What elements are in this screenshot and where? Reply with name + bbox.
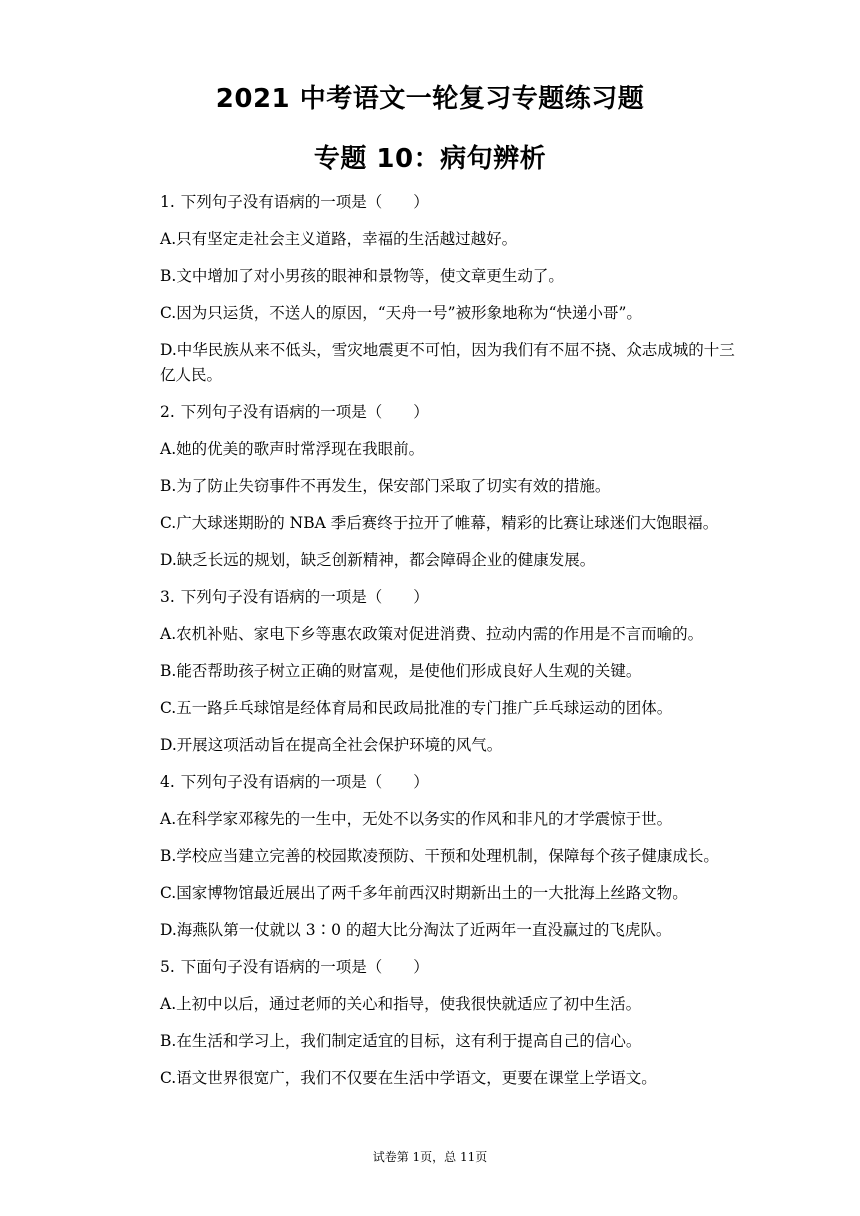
page-title: 2021 中考语文一轮复习专题练习题 — [215, 84, 645, 114]
option-c: C.五一路乒乓球馆是经体育局和民政局批准的专门推广乒乓球运动的团体。 — [160, 699, 673, 717]
question-1 — [160, 190, 740, 388]
question-4 — [160, 770, 740, 943]
question-number: 1. — [160, 193, 175, 211]
option-a: A.上初中以后，通过老师的关心和指导，使我很快就适应了初中生活。 — [160, 995, 642, 1013]
question-number: 3. — [160, 588, 175, 606]
option-c: C.广大球迷期盼的 NBA 季后赛终于拉开了帷幕，精彩的比赛让球迷们大饱眼福。 — [160, 514, 719, 532]
question-number: 5. — [160, 958, 175, 976]
option-b: B.在生活和学习上，我们制定适宜的目标，这有利于提高自己的信心。 — [160, 1032, 642, 1050]
option-b: B.能否帮助孩子树立正确的财富观，是使他们形成良好人生观的关键。 — [160, 662, 642, 680]
option-a: A.农机补贴、家电下乡等惠农政策对促进消费、拉动内需的作用是不言而喻的。 — [160, 625, 704, 643]
question-stem-text: 下列句子没有语病的一项是（ ） — [180, 403, 429, 421]
question-stem-text: 下列句子没有语病的一项是（ ） — [180, 193, 429, 211]
option-a: A.只有坚定走社会主义道路，幸福的生活越过越好。 — [160, 230, 518, 248]
option-c: C.因为只运货，不送人的原因，“天舟一号”被形象地称为“快递小哥”。 — [160, 304, 642, 322]
option-d: D.海燕队第一仗就以 3∶0 的超大比分淘汰了近两年一直没赢过的飞虎队。 — [160, 921, 672, 939]
page-subtitle: 专题 10：病句辨析 — [313, 144, 547, 174]
question-stem-text: 下列句子没有语病的一项是（ ） — [180, 588, 429, 606]
question-stem-text: 下面句子没有语病的一项是（ ） — [180, 958, 429, 976]
option-d: D.中华民族从来不低头，雪灾地震更不可怕，因为我们有不屈不挠、众志成城的十三亿人民。 — [160, 341, 735, 384]
option-a: A.她的优美的歌声时常浮现在我眼前。 — [160, 440, 425, 458]
option-c: C.国家博物馆最近展出了两千多年前西汉时期新出土的一大批海上丝路文物。 — [160, 884, 688, 902]
option-a: A.在科学家邓稼先的一生中，无处不以务实的作风和非凡的才学震惊于世。 — [160, 810, 673, 828]
question-5 — [160, 955, 740, 1091]
question-list — [160, 190, 740, 1103]
option-d: D.缺乏长远的规划，缺乏创新精神，都会障碍企业的健康发展。 — [160, 551, 596, 569]
question-number: 4. — [160, 773, 175, 791]
option-b: B.为了防止失窃事件不再发生，保安部门采取了切实有效的措施。 — [160, 477, 611, 495]
page-footer: 试卷第 1页，总 11页 — [372, 1150, 488, 1164]
question-3 — [160, 585, 740, 758]
question-number: 2. — [160, 403, 175, 421]
option-c: C.语文世界很宽广，我们不仅要在生活中学语文，更要在课堂上学语文。 — [160, 1069, 657, 1087]
question-stem — [160, 190, 740, 215]
question-stem — [160, 585, 740, 610]
question-stem-text: 下列句子没有语病的一项是（ ） — [180, 773, 429, 791]
question-stem — [160, 955, 740, 980]
option-d: D.开展这项活动旨在提高全社会保护环境的风气。 — [160, 736, 503, 754]
option-b: B.文中增加了对小男孩的眼神和景物等，使文章更生动了。 — [160, 267, 564, 285]
option-b: B.学校应当建立完善的校园欺凌预防、干预和处理机制，保障每个孩子健康成长。 — [160, 847, 719, 865]
question-2 — [160, 400, 740, 573]
question-stem — [160, 400, 740, 425]
question-stem — [160, 770, 740, 795]
